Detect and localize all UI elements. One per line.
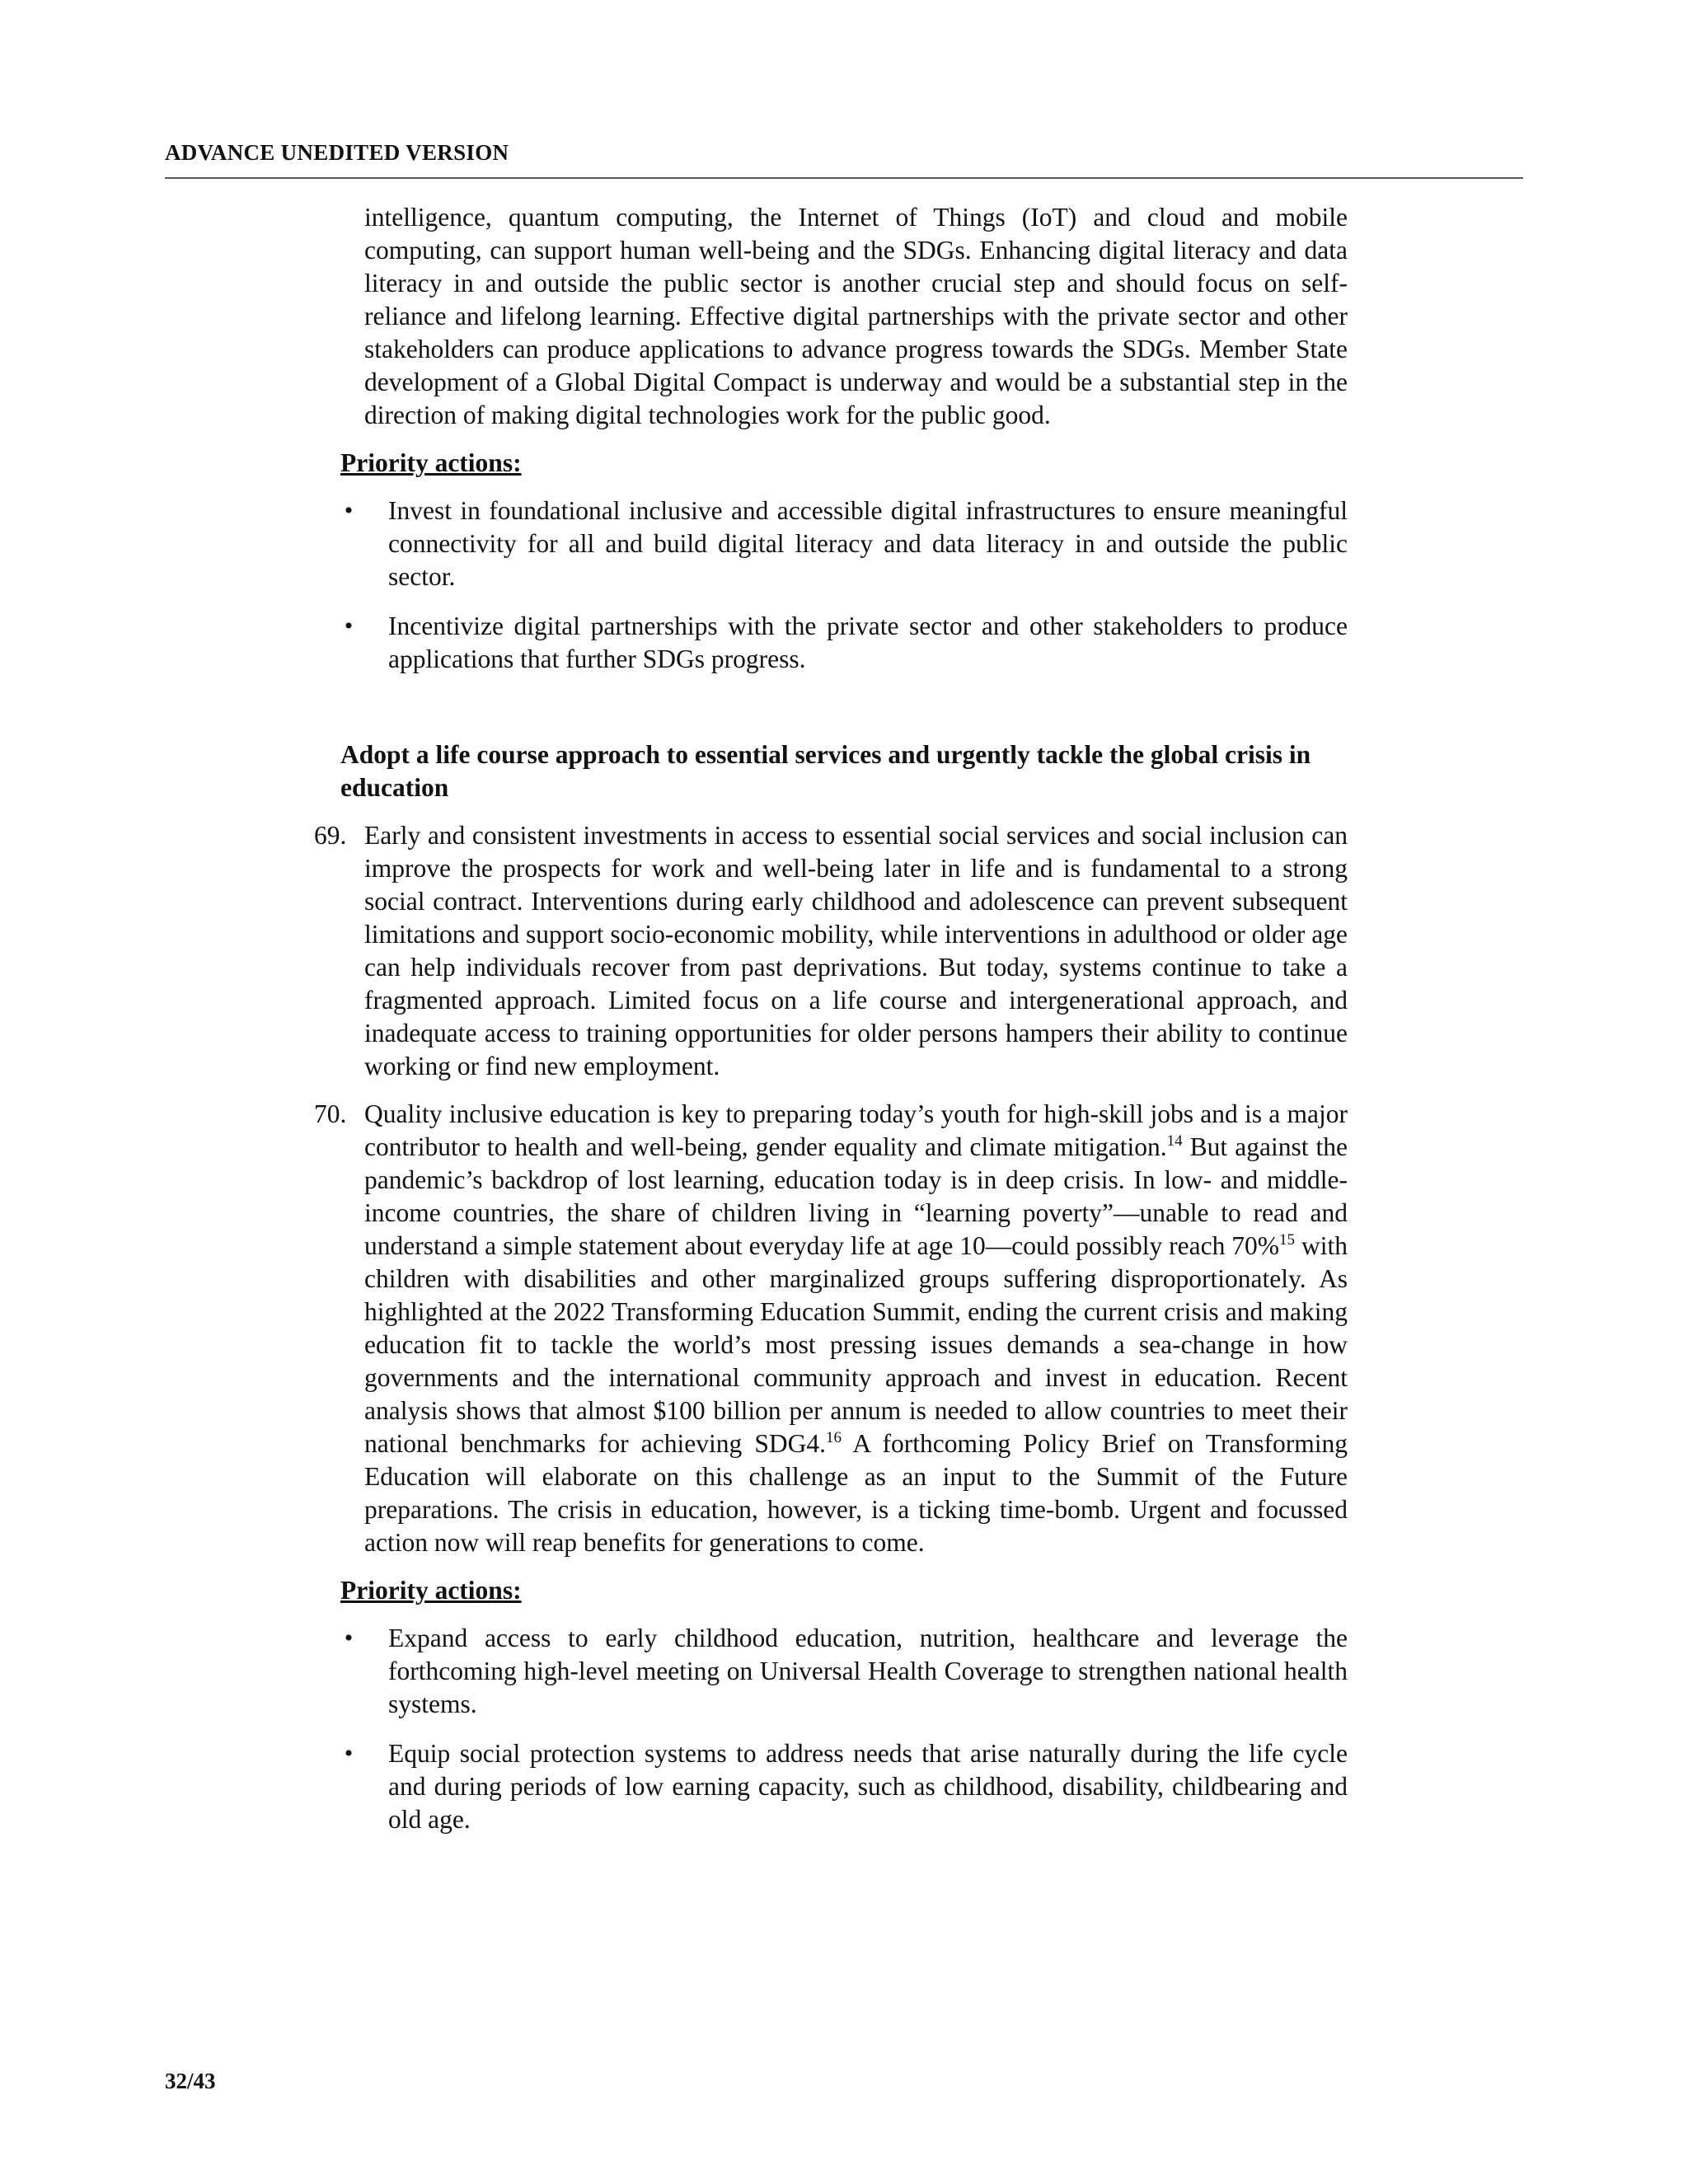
priority-actions-list bbox=[340, 1622, 1348, 1836]
priority-actions-heading: Priority actions: bbox=[340, 1576, 522, 1605]
bullet-icon: • bbox=[344, 497, 354, 524]
section-heading: Adopt a life course approach to essential services and urgently tackle the global crisis in education bbox=[340, 740, 1311, 802]
document-header: ADVANCE UNEDITED VERSION bbox=[165, 140, 509, 165]
bullet-text: Incentivize digital partnerships with the private sector and other stakeholders to produce applications that further SDGs progress. bbox=[388, 612, 1348, 673]
priority-actions-list bbox=[340, 494, 1348, 676]
list-item bbox=[340, 494, 1348, 593]
paragraph-text-part: But against the pandemic’s backdrop of lost learning, education today is in deep crisis. In low- and middle-income countries, the share of children living in “learning poverty”—unable to read and understand a simple statement about everyday life at age 10—could possibly reach 70% bbox=[364, 1132, 1348, 1260]
footnote-ref: 15 bbox=[1279, 1231, 1296, 1249]
paragraph-text-part: Quality inclusive education is key to preparing today’s youth for high-skill jobs and is a major contributor to health and well-being, gender equality and climate mitigation. bbox=[364, 1099, 1348, 1161]
paragraph-69 bbox=[314, 819, 1348, 1083]
page-body bbox=[314, 201, 1348, 1836]
bullet-text: Equip social protection systems to address needs that arise naturally during the life cycle and during periods of low earning capacity, such as childhood, disability, childbearing and old age. bbox=[388, 1739, 1348, 1834]
bullet-text: Invest in foundational inclusive and accessible digital infrastructures to ensure meaningful connectivity for all and build digital literacy and data literacy in and outside the public sector. bbox=[388, 496, 1348, 591]
paragraph-70 bbox=[314, 1098, 1348, 1559]
bullet-icon: • bbox=[344, 612, 354, 640]
bullet-icon: • bbox=[344, 1740, 354, 1767]
footnote-ref: 16 bbox=[825, 1429, 842, 1446]
bullet-icon: • bbox=[344, 1624, 354, 1652]
footnote-ref: 14 bbox=[1166, 1132, 1183, 1150]
list-item bbox=[340, 610, 1348, 676]
paragraph-text: Early and consistent investments in access to essential social services and social inclusion can improve the prospects for work and well-being later in life and is fundamental to a strong social contract. Interventions during early childhood and adolescence can prevent subsequent limitations and support socio-economic mobility, while interventions in adulthood or older age can help individuals recover from past deprivations. But today, systems continue to take a fragmented approach. Limited focus on a life course and intergenerational approach, and inadequate access to training opportunities for older persons hampers their ability to continue working or find new employment. bbox=[364, 821, 1348, 1080]
paragraph-continued: intelligence, quantum computing, the Internet of Things (IoT) and cloud and mobile computing, can support human well-being and the SDGs. Enhancing digital literacy and data literacy in and outside the public sector is another crucial step and should focus on self-reliance and lifelong learning. Effective digital partnerships with the private sector and other stakeholders can produce applications to advance progress towards the SDGs. Member State development of a Global Digital Compact is underway and would be a substantial step in the direction of making digital technologies work for the public good. bbox=[364, 203, 1348, 429]
paragraph-number: 70. bbox=[314, 1099, 347, 1128]
page-number: 32/43 bbox=[165, 2069, 216, 2093]
paragraph-number: 69. bbox=[314, 821, 347, 850]
header-divider bbox=[165, 177, 1523, 179]
bullet-text: Expand access to early childhood education, nutrition, healthcare and leverage the forthcoming high-level meeting on Universal Health Coverage to strengthen national health systems. bbox=[388, 1624, 1348, 1718]
paragraph-text-part: with children with disabilities and other marginalized groups suffering disproportionately. As highlighted at the 2022 Transforming Education Summit, ending the current crisis and making education fit to tackle the world’s most pressing issues demands a sea-change in how governments and the international community approach and invest in education. Recent analysis shows that almost $100 billion per annum is needed to allow countries to meet their national benchmarks for achieving SDG4. bbox=[364, 1231, 1348, 1458]
list-item bbox=[340, 1622, 1348, 1721]
paragraph-text bbox=[364, 1098, 1348, 1559]
priority-actions-heading: Priority actions: bbox=[340, 448, 522, 477]
list-item bbox=[340, 1737, 1348, 1836]
paragraph-text-part: A forthcoming Policy Brief on Transforming Education will elaborate on this challenge as an input to the Summit of the Future preparations. The crisis in education, however, is a ticking time-bomb. Urgent and focussed action now will reap benefits for generations to come. bbox=[364, 1429, 1348, 1557]
